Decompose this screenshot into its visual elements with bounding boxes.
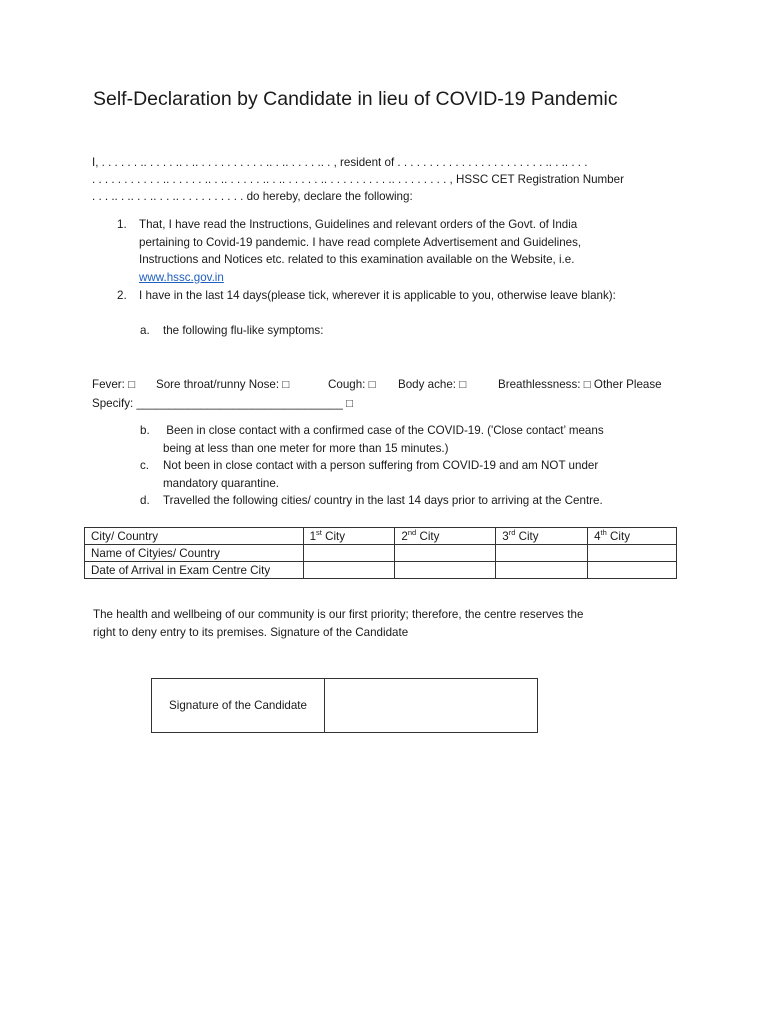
- page-title: Self-Declaration by Candidate in lieu of COVID-19 Pandemic: [93, 88, 618, 110]
- table-cell[interactable]: [496, 562, 588, 579]
- closing-line-1: The health and wellbeing of our community is our first priority; therefore, the centre reserves the: [93, 608, 584, 621]
- sub-b-letter: b.: [140, 424, 150, 437]
- sub-d-line-1: Travelled the following cities/ country in the last 14 days prior to arriving at the Centre.: [163, 494, 603, 507]
- table-header-city-4: 4th City: [588, 528, 677, 545]
- sub-b-text: [163, 422, 604, 457]
- sub-b-line-2: being at less than one meter for more than 15 minutes.): [163, 441, 449, 455]
- signature-field[interactable]: [325, 679, 537, 732]
- item-1-text: [139, 216, 581, 286]
- table-cell[interactable]: [303, 545, 395, 562]
- item-1-line-3: Instructions and Notices etc. related to this examination available on the Website, i.e.: [139, 253, 575, 266]
- table-header-city-1: 1st City: [303, 528, 395, 545]
- fever-checkbox[interactable]: Fever: □: [92, 378, 136, 391]
- travel-cities-table: [84, 527, 677, 579]
- table-row-label-arrival: Date of Arrival in Exam Centre City: [85, 562, 304, 579]
- sub-b-line-1: Been in close contact with a confirmed case of the COVID-19. ('Close contact’ means: [163, 424, 604, 437]
- closing-line-2: right to deny entry to its premises. Signature of the Candidate: [93, 626, 409, 639]
- intro-line-2: . . . . . . . . . . . .. . . . . . .. . .. . . . . . .. . .. . . . . . .. . . . . . . . . . .. . . . . . . . . , HSSC CET Registration Number: [92, 173, 624, 186]
- hssc-website-link[interactable]: www.hssc.gov.in: [139, 270, 224, 284]
- intro-line-3: . . . .. . .. . . .. . . .. . . . . . . . . . . do hereby, declare the following:: [92, 190, 413, 203]
- signature-box: [151, 678, 538, 733]
- breathlessness-checkbox[interactable]: Breathlessness: □ Other Please: [498, 378, 662, 391]
- body-ache-checkbox[interactable]: Body ache: □: [398, 378, 467, 391]
- sub-c-line-1: Not been in close contact with a person suffering from COVID-19 and am NOT under: [163, 459, 599, 472]
- sore-throat-checkbox[interactable]: Sore throat/runny Nose: □: [156, 378, 290, 391]
- cough-checkbox[interactable]: Cough: □: [328, 378, 376, 391]
- table-cell[interactable]: [395, 562, 496, 579]
- sub-d-letter: d.: [140, 494, 150, 507]
- table-header-city-country: City/ Country: [85, 528, 304, 545]
- table-cell[interactable]: [303, 562, 395, 579]
- table-cell[interactable]: [395, 545, 496, 562]
- table-cell[interactable]: [588, 545, 677, 562]
- table-header-row: [85, 528, 677, 545]
- intro-line-1: I, . . . . . . .. . . . . .. . .. . . . . . . . . . . .. . .. . . . . .. . , resident of . . . . . . . . . . . . . . . . . . . . . . . .. . .. . . .: [92, 156, 588, 169]
- sub-c-letter: c.: [140, 459, 150, 472]
- table-row-label-names: Name of Cityies/ Country: [85, 545, 304, 562]
- table-cell[interactable]: [588, 562, 677, 579]
- sub-a-letter: a.: [140, 324, 150, 337]
- table-header-city-2: 2nd City: [395, 528, 496, 545]
- item-1-number: 1.: [117, 218, 127, 231]
- table-row: [85, 562, 677, 579]
- sub-c-line-2: mandatory quarantine.: [163, 476, 280, 490]
- table-row: [85, 545, 677, 562]
- item-2-number: 2.: [117, 289, 127, 302]
- sub-a-text: the following flu-like symptoms:: [163, 324, 324, 337]
- sub-c-text: [163, 457, 598, 492]
- other-specify-field[interactable]: Specify: ________________________________ □: [92, 397, 354, 410]
- item-2-line-1: I have in the last 14 days(please tick, wherever it is applicable to you, otherwise leave blank):: [139, 289, 616, 302]
- signature-label: Signature of the Candidate: [152, 679, 325, 732]
- item-1-line-2: pertaining to Covid-19 pandemic. I have read complete Advertisement and Guidelines,: [139, 235, 582, 249]
- item-1-line-1: That, I have read the Instructions, Guidelines and relevant orders of the Govt. of India: [139, 218, 578, 231]
- table-header-city-3: 3rd City: [496, 528, 588, 545]
- table-cell[interactable]: [496, 545, 588, 562]
